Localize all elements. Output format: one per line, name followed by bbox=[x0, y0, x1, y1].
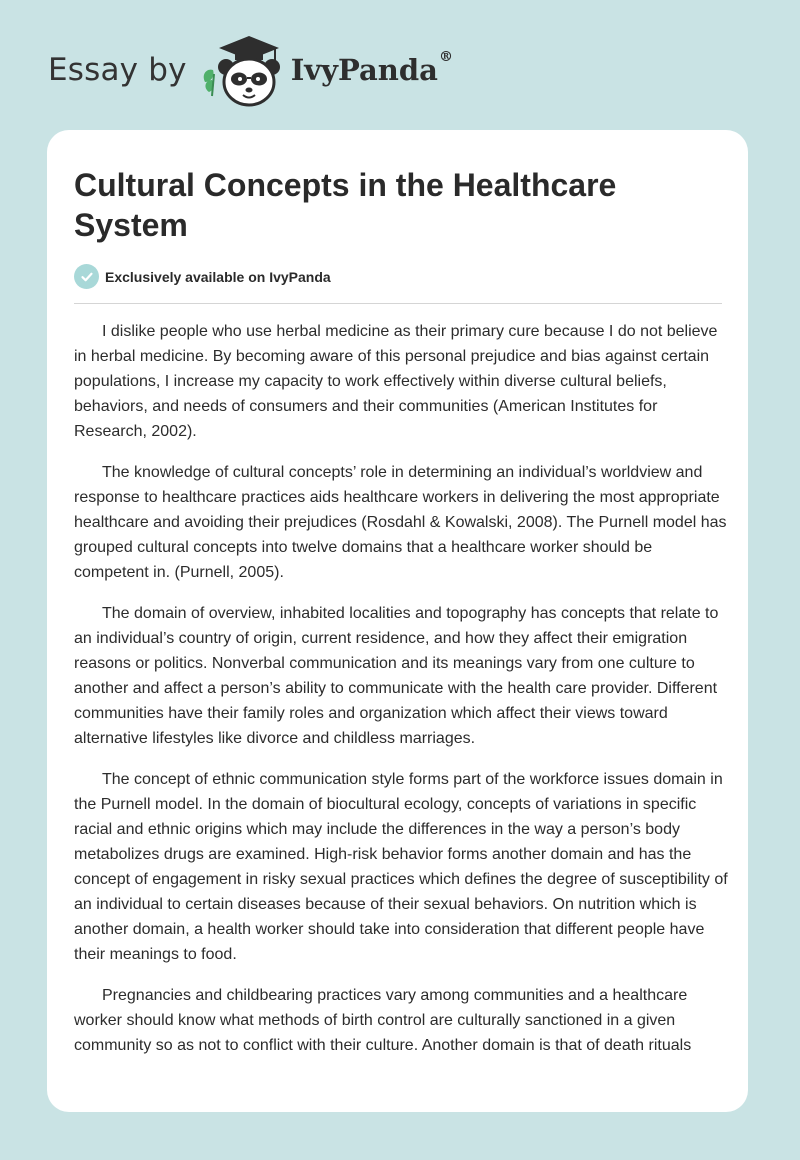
paragraph: The domain of overview, inhabited localities and topography has concepts that relate to an individual’s country of origin, current residence, and how they affect their emigration reasons or politics. Nonverbal communication and its meanings vary from one culture to another and affect a person’s ability to communicate with the health care provider. Different communities have their family roles and organization which affect their views toward alternative lifestyles like divorce and childless marriages. bbox=[74, 605, 719, 747]
exclusive-badge bbox=[74, 264, 331, 289]
brand-header bbox=[48, 30, 453, 110]
paragraph: The concept of ethnic communication style forms part of the workforce issues domain in the Purnell model. In the domain of biocultural ecology, concepts of variations in specific racial and ethnic origins which may include the differences in the way a person’s body metabolizes drugs are examined. High-risk behavior forms another domain and has the concept of engagement in risky sexual practices which defines the degree of susceptibility of an individual to certain diseases because of their sexual behaviors. On nutrition which is another domain, a health worker should take into consideration that different people have their meanings to food. bbox=[74, 771, 728, 963]
panda-logo-icon bbox=[199, 30, 287, 110]
divider bbox=[74, 303, 722, 304]
essay-card bbox=[47, 130, 748, 1112]
paragraph: The knowledge of cultural concepts’ role in determining an individual’s worldview and response to healthcare practices aids healthcare workers in delivering the most appropriate healthcare and avoiding their prejudices (Rosdahl & Kowalski, 2008). The Purnell model has grouped cultural concepts into twelve domains that a healthcare worker should be competent in. (Purnell, 2005). bbox=[74, 464, 727, 581]
badge-label: Exclusively available on IvyPanda bbox=[105, 268, 331, 285]
check-icon bbox=[74, 264, 99, 289]
registered-mark: ® bbox=[438, 49, 453, 65]
brand-prefix: Essay by bbox=[48, 52, 187, 88]
essay-body bbox=[74, 319, 729, 1074]
paragraph: Pregnancies and childbearing practices vary among communities and a healthcare worker should know what methods of birth control are culturally sanctioned in a given community so as not to conflict with their culture. Another domain is that of death rituals bbox=[74, 987, 692, 1054]
paragraph: I dislike people who use herbal medicine as their primary cure because I do not believe in herbal medicine. By becoming aware of this personal prejudice and bias against certain populations, I increase my capacity to work effectively within diverse cultural beliefs, behaviors, and needs of consumers and their communities (American Institutes for Research, 2002). bbox=[74, 323, 718, 440]
page-title: Cultural Concepts in the Healthcare System bbox=[74, 167, 617, 243]
brand-name: IvyPanda® bbox=[290, 49, 453, 87]
